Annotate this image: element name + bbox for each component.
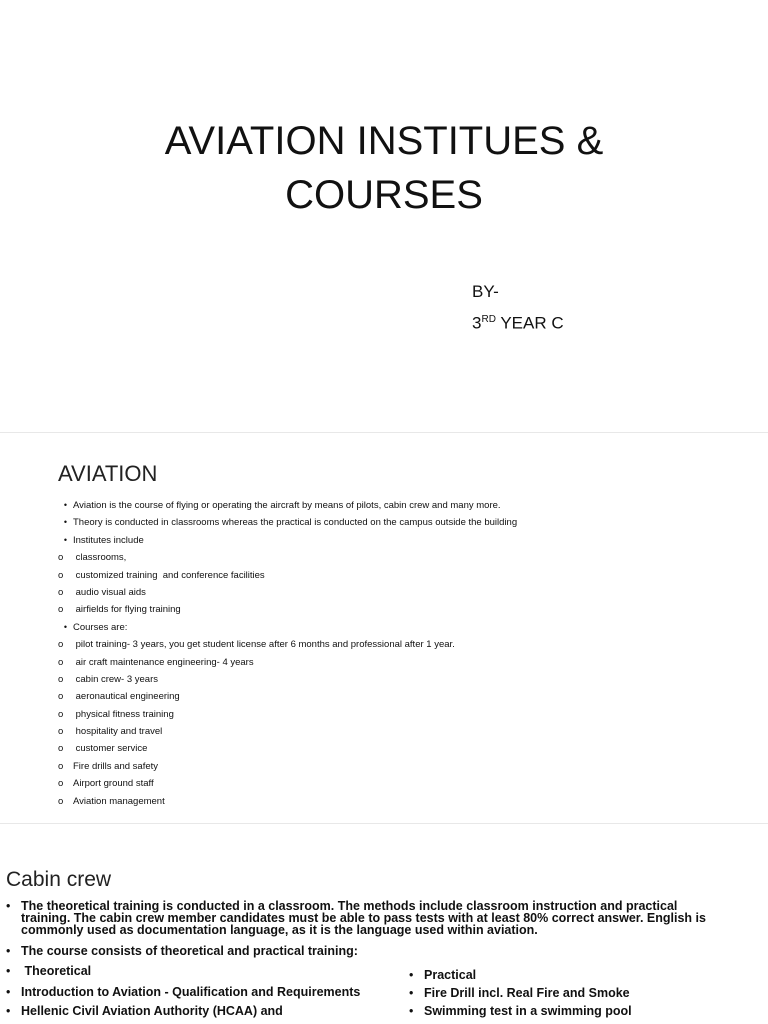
list-item — [409, 1004, 632, 1019]
list-item — [58, 636, 517, 653]
list-item-text: pilot training- 3 years, you get student license after 6 months and professional after 1 year. — [73, 639, 455, 651]
list-item-text: Aviation is the course of flying or operating the aircraft by means of pilots, cabin crew and many more. — [73, 500, 501, 511]
list-item-text: cabin crew- 3 years — [73, 673, 159, 685]
bullet-marker: • — [63, 534, 68, 545]
list-item — [58, 584, 517, 601]
bullet-marker: o — [58, 673, 64, 685]
list-item — [409, 968, 476, 983]
cabin-crew-slide — [0, 824, 768, 1024]
list-item-text: physical fitness training — [73, 708, 174, 720]
bullet-marker: • — [63, 621, 68, 632]
title-line-2: COURSES — [285, 173, 483, 217]
list-item-text: hospitality and travel — [73, 726, 163, 738]
bullet-marker: • — [63, 517, 68, 528]
list-item-text: air craft maintenance engineering- 4 years — [73, 656, 254, 668]
bullet-marker: o — [58, 569, 64, 581]
list-item — [58, 706, 517, 723]
list-item-text: airfields for flying training — [73, 604, 181, 616]
list-item — [6, 1004, 283, 1019]
list-item — [58, 497, 517, 514]
bullet-marker: • — [6, 985, 11, 999]
left-item-0: Theoretical — [21, 964, 92, 978]
list-item — [58, 567, 517, 584]
list-item-text: Fire drills and safety — [73, 760, 159, 772]
list-item — [58, 514, 517, 531]
bullet-marker: o — [58, 552, 64, 564]
bullet-marker: o — [58, 639, 64, 651]
year-label — [472, 306, 564, 338]
list-item — [58, 601, 517, 618]
right-item-1: Fire Drill incl. Real Fire and Smoke — [424, 986, 630, 1000]
list-item — [58, 688, 517, 705]
bullet-marker: • — [6, 1004, 11, 1018]
list-item — [58, 793, 517, 810]
list-item-text: customer service — [73, 743, 148, 755]
left-item-2: Hellenic Civil Aviation Authority (HCAA) and — [21, 1004, 283, 1018]
title-slide — [0, 0, 768, 432]
byline — [472, 278, 564, 338]
bullet-marker: o — [58, 726, 64, 738]
right-item-2: Swimming test in a swimming pool — [424, 1004, 632, 1018]
aviation-list — [58, 497, 517, 810]
list-item-text: Courses are: — [73, 621, 128, 633]
bullet-marker: o — [58, 656, 64, 668]
bullet-marker: • — [409, 1004, 414, 1018]
title-line-1: AVIATION INSTITUES & — [164, 119, 604, 163]
list-item — [6, 964, 91, 979]
bullet-marker: • — [6, 964, 11, 978]
bullet-marker: o — [58, 708, 64, 720]
list-item-text: Aviation management — [73, 795, 165, 807]
bullet-marker: • — [63, 500, 68, 510]
course-line: The course consists of theoretical and practical training: — [21, 944, 358, 958]
list-item — [58, 549, 517, 566]
list-item — [409, 986, 630, 1001]
bullet-marker: o — [58, 604, 64, 616]
bullet-marker: • — [409, 986, 414, 1000]
list-item — [6, 985, 360, 1000]
slide-heading: AVIATION — [58, 461, 158, 486]
aviation-slide — [0, 433, 768, 823]
paragraph-text: The theoretical training is conducted in a classroom. The methods include classroom instruction and practical training. The cabin crew member candidates must be able to pass tests with at least 80% correct answer. English is commonly used as documentation language, as it is the language used within aviation. — [21, 899, 706, 937]
bullet-marker: • — [409, 968, 414, 982]
bullet-marker: o — [58, 743, 64, 755]
bullet-marker: o — [58, 691, 64, 703]
list-item-text: audio visual aids — [73, 586, 146, 598]
list-item — [58, 619, 517, 636]
list-item — [58, 654, 517, 671]
bullet-marker: o — [58, 778, 64, 790]
bullet-marker: • — [6, 899, 11, 913]
bullet-marker: o — [58, 586, 64, 598]
list-item — [58, 775, 517, 792]
list-item — [58, 532, 517, 549]
list-item-text: Airport ground staff — [73, 778, 154, 790]
bullet-marker: o — [58, 795, 64, 807]
list-item-text: aeronautical engineering — [73, 691, 180, 703]
list-item — [58, 758, 517, 775]
presentation-title — [84, 114, 684, 222]
slide-heading: Cabin crew — [6, 868, 112, 891]
year-ordinal: RD — [481, 314, 496, 325]
list-item-text: Theory is conducted in classrooms whereas the practical is conducted on the campus outside the building — [73, 517, 518, 529]
year-number: 3 — [472, 313, 482, 333]
list-item — [6, 944, 358, 959]
bullet-marker: • — [6, 944, 11, 958]
year-class: YEAR C — [495, 313, 564, 333]
training-paragraph — [6, 900, 706, 936]
right-item-0: Practical — [424, 968, 477, 982]
list-item — [58, 740, 517, 757]
list-item — [58, 723, 517, 740]
list-item-text: customized training and conference facilities — [73, 569, 265, 581]
bullet-marker: o — [58, 760, 64, 772]
left-item-1: Introduction to Aviation - Qualification and Requirements — [21, 985, 361, 999]
list-item — [58, 671, 517, 688]
list-item-text: Institutes include — [73, 534, 144, 546]
list-item-text: classrooms, — [73, 552, 127, 564]
by-label: BY- — [472, 282, 499, 301]
